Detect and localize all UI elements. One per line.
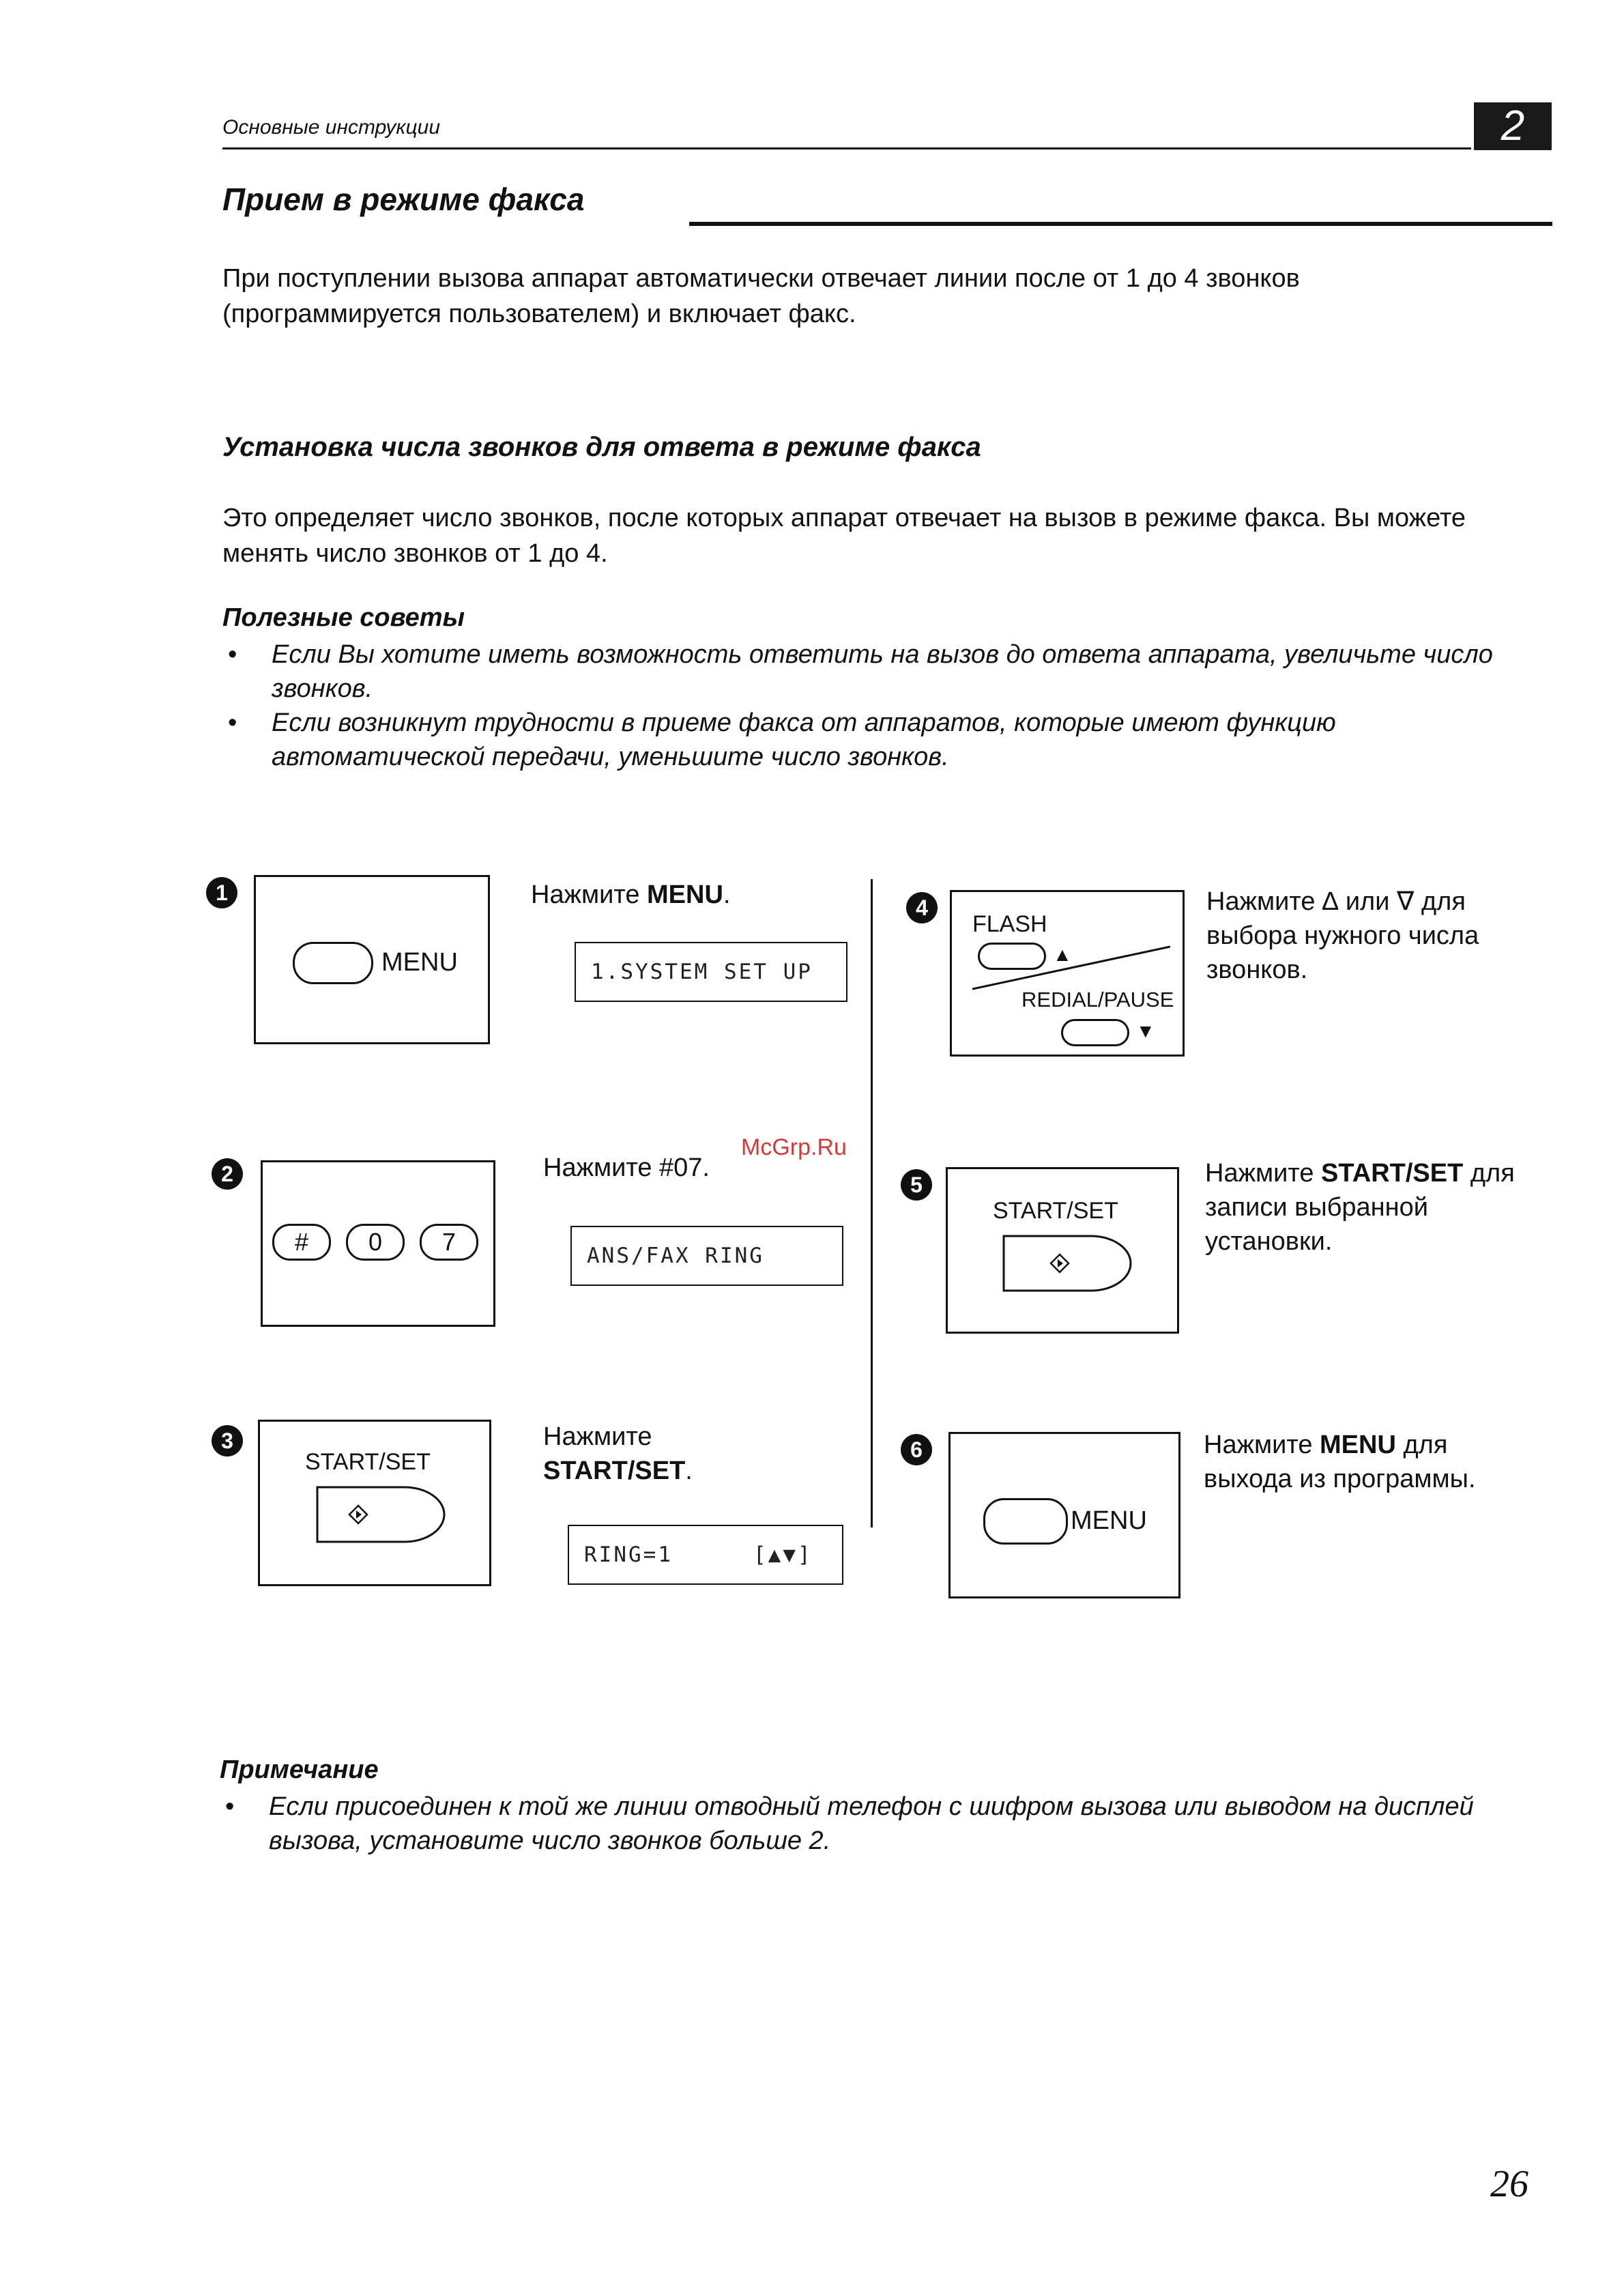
step2-panel: [261, 1160, 495, 1327]
step4-panel: [950, 890, 1185, 1057]
step-number-2: 2: [212, 1158, 243, 1190]
start-set-button[interactable]: [1002, 1235, 1132, 1292]
step3-instruction: Нажмите START/SET.: [543, 1422, 693, 1485]
start-set-label: START/SET: [305, 1449, 431, 1475]
bullet-icon: •: [225, 1792, 235, 1821]
step-number-4: 4: [906, 892, 938, 923]
down-arrow-icon: ▼: [1136, 1020, 1155, 1042]
lcd-display-3: RING=1 [▲▼]: [568, 1525, 843, 1585]
note-item: • Если присоединен к той же линии отводный телефон с шифром вызова или выводом на дисплей вызова, установите число звонков больше 2.: [269, 1790, 1511, 1858]
chapter-badge: 2: [1474, 102, 1552, 150]
menu-button-label: MENU: [381, 948, 458, 977]
redial-pause-button[interactable]: [1061, 1019, 1129, 1046]
page-number: 26: [1490, 2163, 1528, 2205]
step1-instruction: Нажмите MENU.: [531, 880, 731, 909]
step5-instruction: Нажмите START/SET для записи выбранной установки.: [1205, 1159, 1515, 1256]
steps-divider: [871, 879, 873, 1527]
tips-title: Полезные советы: [222, 603, 465, 632]
step-number-1: 1: [206, 877, 237, 908]
lcd-display-2: ANS/FAX RING: [570, 1226, 843, 1286]
title-rule: [689, 222, 1552, 226]
hash-key[interactable]: #: [272, 1224, 331, 1261]
menu-button[interactable]: [293, 942, 373, 984]
page-title: Прием в режиме факса: [222, 182, 585, 217]
step3-panel: [258, 1420, 491, 1586]
step6-instruction: Нажмите MENU для выхода из программы.: [1204, 1431, 1476, 1493]
intro-paragraph: При поступлении вызова аппарат автоматически отвечает линии после от 1 до 4 звонков (программируется пользователем) и включает факс.: [222, 264, 1300, 328]
start-set-button[interactable]: [316, 1486, 446, 1543]
subsection-title: Установка числа звонков для ответа в режиме факса: [222, 432, 981, 462]
bullet-icon: •: [228, 708, 237, 737]
note-title: Примечание: [220, 1755, 379, 1784]
step1-panel: [254, 875, 490, 1044]
digit-0-key[interactable]: 0: [346, 1224, 405, 1261]
menu-button-label: MENU: [1071, 1506, 1147, 1535]
tip-item: • Если возникнут трудности в приеме факса от аппаратов, которые имеют функцию автоматической передачи, уменьшите число звонков.: [272, 706, 1507, 774]
start-set-label: START/SET: [993, 1198, 1118, 1224]
step2-instruction: Нажмите #07.: [543, 1153, 710, 1182]
redial-pause-label: REDIAL/PAUSE: [1021, 988, 1174, 1011]
step6-panel: [948, 1432, 1180, 1598]
lcd-display-1: 1.SYSTEM SET UP: [575, 942, 847, 1002]
menu-button[interactable]: [983, 1498, 1068, 1545]
running-header: Основные инструкции: [222, 116, 441, 139]
digit-7-key[interactable]: 7: [420, 1224, 478, 1261]
up-arrow-icon: ▲: [1053, 944, 1072, 965]
step5-panel: [946, 1167, 1179, 1334]
header-rule: [222, 147, 1471, 149]
tip-item: • Если Вы хотите иметь возможность ответить на вызов до ответа аппарата, увеличьте число звонков.: [272, 637, 1507, 706]
step-number-6: 6: [901, 1434, 932, 1465]
step-number-5: 5: [901, 1169, 932, 1201]
subsection-description: Это определяет число звонков, после которых аппарат отвечает на вызов в режиме факса. Вы можете менять число звонков от 1 до 4.: [222, 504, 1466, 568]
separator-line: [972, 944, 1170, 992]
flash-label: FLASH: [972, 911, 1047, 937]
step-number-3: 3: [212, 1425, 243, 1456]
step4-instruction: Нажмите ∆ или ∇ для выбора нужного числа звонков.: [1206, 887, 1479, 984]
watermark: McGrp.Ru: [741, 1134, 847, 1160]
bullet-icon: •: [228, 640, 237, 669]
